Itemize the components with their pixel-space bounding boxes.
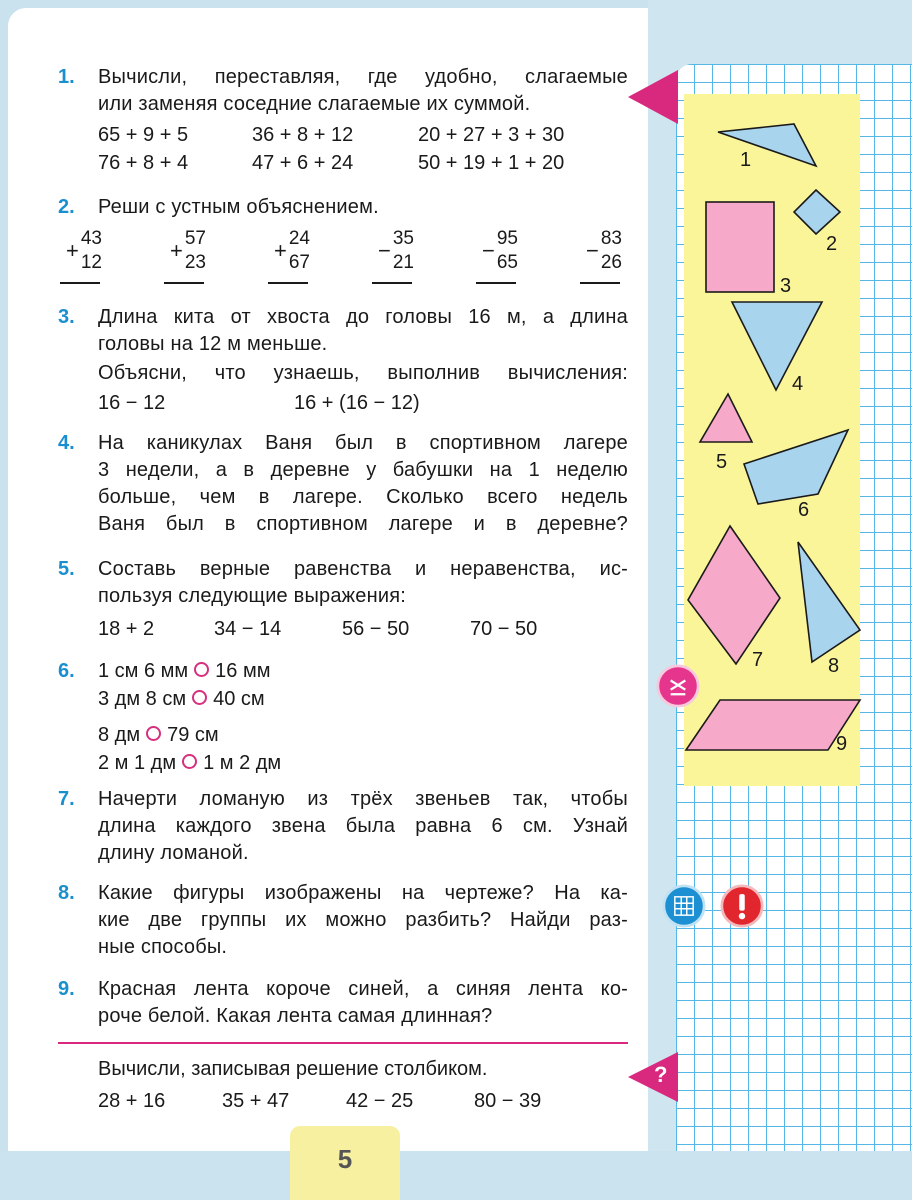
figure-label-5: 5 xyxy=(716,451,728,473)
task-number: 6. xyxy=(58,660,75,682)
figure-label-6: 6 xyxy=(798,499,810,521)
page-number: 5 xyxy=(337,1144,353,1174)
comparison-left: 2 м 1 дм xyxy=(98,752,177,774)
attention-icon xyxy=(720,884,764,928)
section-divider xyxy=(58,1042,628,1044)
comparison xyxy=(98,686,265,713)
expression: 42 − 25 xyxy=(346,1090,414,1112)
column-difference xyxy=(476,228,528,288)
task-number: 4. xyxy=(58,432,75,454)
operand-bottom: 21 xyxy=(392,252,414,273)
operator: + xyxy=(274,238,287,263)
figure-label-2: 2 xyxy=(826,233,838,255)
figure-4-triangle xyxy=(732,302,822,390)
expression: 76 + 8 + 4 xyxy=(98,152,189,174)
operator: + xyxy=(170,238,183,263)
task-text-line: кие две группы их можно разбить? Найди раз- xyxy=(98,909,628,931)
task-text-line: больше, чем в лагере. Сколько всего недель xyxy=(98,486,628,508)
task-text-line: 3 недели, а в деревне у бабушки на 1 неделю xyxy=(98,459,628,481)
task-text-line: Ваня был в спортивном лагере и в деревне? xyxy=(98,513,628,535)
expression: 36 + 8 + 12 xyxy=(252,124,354,146)
result-line xyxy=(268,282,308,284)
expression: 16 − 12 xyxy=(98,392,166,414)
operand-top: 95 xyxy=(496,228,518,249)
pink-triangle-marker xyxy=(628,70,678,124)
expression: 80 − 39 xyxy=(474,1090,542,1112)
figure-label-3: 3 xyxy=(780,275,792,297)
expression: 70 − 50 xyxy=(470,618,538,640)
expression: 28 + 16 xyxy=(98,1090,166,1112)
operand-top: 57 xyxy=(184,228,206,249)
task-text-line: Вычисли, переставляя, где удобно, слагаемые xyxy=(98,66,628,88)
task-text-line: На каникулах Ваня был в спортивном лагере xyxy=(98,432,628,454)
expression: 56 − 50 xyxy=(342,618,410,640)
task-text-line: Составь верные равенства и неравенства, ис- xyxy=(98,558,628,580)
expression: 20 + 27 + 3 + 30 xyxy=(418,124,565,146)
compare-icon xyxy=(656,664,700,708)
operand-top: 43 xyxy=(80,228,102,249)
comparison-left: 3 дм 8 см xyxy=(98,688,187,710)
comparison-right: 1 м 2 дм xyxy=(203,752,282,774)
operand-top: 24 xyxy=(288,228,310,249)
comparison xyxy=(98,658,270,685)
operand-bottom: 12 xyxy=(80,252,102,273)
task-number: 2. xyxy=(58,196,75,218)
task-text-line: длину ломаной. xyxy=(98,842,249,864)
operand-bottom: 26 xyxy=(600,252,622,273)
expression: 18 + 2 xyxy=(98,618,155,640)
task-text-line: или заменяя соседние слагаемые их суммой. xyxy=(98,93,531,115)
operand-top: 35 xyxy=(392,228,414,249)
compare-circle xyxy=(194,662,209,677)
figure-1-triangle xyxy=(718,124,816,166)
task-number: 5. xyxy=(58,558,75,580)
figure-label-9: 9 xyxy=(836,733,848,755)
bottom-margin xyxy=(0,1151,912,1200)
figure-6-quadrilateral xyxy=(744,430,848,504)
figure-7-rhombus xyxy=(688,526,780,664)
compare-circle xyxy=(192,690,207,705)
column-difference xyxy=(372,228,424,288)
task-text-line: Длина кита от хвоста до головы 16 м, а длина xyxy=(98,306,628,328)
compare-circle xyxy=(182,754,197,769)
expression: 65 + 9 + 5 xyxy=(98,124,189,146)
expression: 16 + (16 − 12) xyxy=(294,392,420,414)
task-number: 3. xyxy=(58,306,75,328)
result-line xyxy=(580,282,620,284)
task-number: 7. xyxy=(58,788,75,810)
task-number: 1. xyxy=(58,66,75,88)
figure-9-parallelogram xyxy=(686,700,860,750)
review-instruction: Вычисли, записывая решение столбиком. xyxy=(98,1058,488,1080)
operand-bottom: 23 xyxy=(184,252,206,273)
operator: − xyxy=(586,238,599,263)
comparison-right: 16 мм xyxy=(215,660,271,682)
figure-3-rectangle xyxy=(706,202,774,292)
figure-label-7: 7 xyxy=(752,649,764,671)
result-line xyxy=(60,282,100,284)
result-line xyxy=(372,282,412,284)
comparison-right: 40 см xyxy=(213,688,265,710)
column-sum xyxy=(60,228,112,288)
task-text-line: ные способы. xyxy=(98,936,228,958)
comparison xyxy=(98,750,281,777)
expression: 50 + 19 + 1 + 20 xyxy=(418,152,565,174)
figure-label-8: 8 xyxy=(828,655,840,677)
figure-8-triangle xyxy=(798,542,860,662)
task-explain-line: Объясни, что узнаешь, выполнив вычисления: xyxy=(98,362,628,384)
task-text-line: Реши с устным объяснением. xyxy=(98,196,379,218)
task-number: 9. xyxy=(58,978,75,1000)
compare-circle xyxy=(146,726,161,741)
task-text-line: пользуя следующие выражения: xyxy=(98,585,406,607)
expression: 34 − 14 xyxy=(214,618,282,640)
figure-2-square xyxy=(794,190,840,234)
result-line xyxy=(476,282,516,284)
operator: − xyxy=(378,238,391,263)
operand-bottom: 67 xyxy=(288,252,310,273)
operator: − xyxy=(482,238,495,263)
figure-label-4: 4 xyxy=(792,373,804,395)
expression: 35 + 47 xyxy=(222,1090,290,1112)
task-text-line: длина каждого звена была равна 6 см. Узнай xyxy=(98,815,628,837)
geometry-grid-icon xyxy=(662,884,706,928)
task-text-line: роче белой. Какая лента самая длинная? xyxy=(98,1005,493,1027)
comparison-right: 79 см xyxy=(167,724,219,746)
geometric-figures xyxy=(676,64,912,804)
column-difference xyxy=(580,228,632,288)
task-text-line: Красная лента короче синей, а синяя лента ко- xyxy=(98,978,628,1000)
task-text-line: головы на 12 м меньше. xyxy=(98,333,328,355)
task-number: 8. xyxy=(58,882,75,904)
comparison-left: 1 см 6 мм xyxy=(98,660,189,682)
column-sum xyxy=(268,228,320,288)
result-line xyxy=(164,282,204,284)
comparison-left: 8 дм xyxy=(98,724,141,746)
column-sum xyxy=(164,228,216,288)
task-text-line: Начерти ломаную из трёх звеньев так, чтобы xyxy=(98,788,628,810)
operand-bottom: 65 xyxy=(496,252,518,273)
comparison xyxy=(98,722,219,749)
figure-label-1: 1 xyxy=(740,149,752,171)
operator: + xyxy=(66,238,79,263)
expression: 47 + 6 + 24 xyxy=(252,152,354,174)
question-mark-text: ? xyxy=(654,1062,668,1087)
figure-5-triangle xyxy=(700,394,752,442)
operand-top: 83 xyxy=(600,228,622,249)
task-text-line: Какие фигуры изображены на чертеже? На ка- xyxy=(98,882,628,904)
